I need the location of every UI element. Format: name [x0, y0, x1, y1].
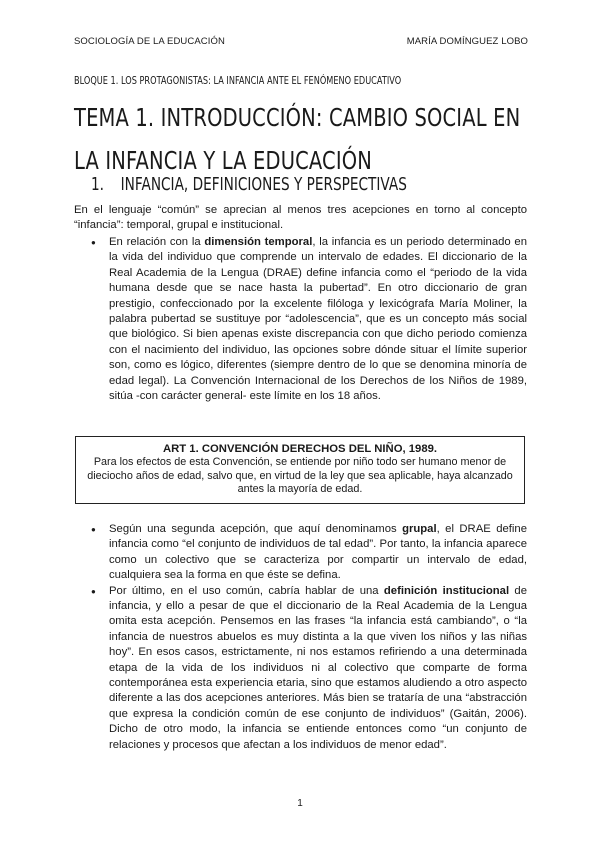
bullet-icon: ●	[91, 586, 96, 596]
list-item-temporal: ● En relación con la dimensión temporal, la infancia es un periodo determinado en la vida del individuo que comprende un intervalo de edades. El diccionario de la Real Academia de la Lengua (DRAE) define infancia como el “periodo de la vida humana desde que se nace hasta la pubertad”. En otro diccionario de gran prestigio, confeccionado por la excelente filóloga y lexicógrafa María Moliner, la palabra pubertad se sustituye por “adolescencia”, que es un concepto más social que biológico. Si bien apenas existe discrepancia con que dicho periodo comienza con el nacimiento del individuo, las opciones sobre dónde situar el límite superior son, como es lógico, diferentes (siempre dentro de lo que se denomina minoría de edad legal). La Convención Internacional de los Derechos de los Niños de 1989, sitúa -con carácter general- este límite en los 18 años.	[91, 236, 527, 403]
intro-paragraph: En el lenguaje “común” se aprecian al menos tres acepciones en torno al concepto “infancia”: temporal, grupal e institucional.	[74, 204, 527, 232]
term-grupal: grupal	[402, 523, 437, 535]
block-label: BLOQUE 1. LOS PROTAGONISTAS: LA INFANCIA ANTE EL FENÓMENO EDUCATIVO	[74, 75, 402, 87]
term-institucional: definición institucional	[383, 584, 510, 597]
page-title: TEMA 1. INTRODUCCIÓN: CAMBIO SOCIAL EN LA INFANCIA Y LA EDUCACIÓN	[74, 103, 521, 175]
header-author: MARÍA DOMÍNGUEZ LOBO	[406, 36, 528, 47]
section-heading	[91, 175, 407, 195]
list-item-institucional: ● Por último, en el uso común, cabría hablar de una definición institucional de infancia, y ello a pesar de que el diccionario de la Real Academia de la Lengua omita esta acepción. Pensemos en las frases “la infancia está cambiando”, o “la infancia de nuestros abuelos es muy distinta a la que viven los niños y las niñas hoy”. En esos casos, estrictamente, ni nos estamos refiriendo a una determinada etapa de la vida de los individuos ni al colectivo que comparte de forma contemporánea esta experiencia etaria, sino que estamos aludiendo a otro aspecto diferente a las dos acepciones anteriores. Más bien se trataría de una “abstracción que expresa la condición común de ese conjunto de individuos” (Gaitán, 2006). Dicho de otro modo, la infancia se entiende entonces como “un conjunto de relaciones y procesos que afectan a los individuos de menor edad”.	[91, 584, 527, 751]
header-course: SOCIOLOGÍA DE LA EDUCACIÓN	[74, 36, 225, 47]
bullet-list-1	[74, 235, 527, 404]
page-number: 1	[297, 798, 303, 809]
section-title: INFANCIA, DEFINICIONES Y PERSPECTIVAS	[120, 175, 407, 195]
bullet-icon: ●	[91, 525, 96, 534]
convention-box	[75, 436, 525, 504]
term-temporal: dimensión temporal	[204, 236, 313, 248]
list-item-grupal: ● Según una segunda acepción, que aquí denominamos grupal, el DRAE define infancia como “el conjunto de individuos de tal edad”. Por tanto, la infancia aparece como un colectivo que se caracteriza por compartir un intervalo de edad, cualquiera sea la forma en que éste se defina.	[91, 523, 527, 582]
convention-box-text: Para los efectos de esta Convención, se entiende por niño todo ser humano menor de dieciocho años de edad, salvo que, en virtud de la ley que sea aplicable, haya alcanzado antes la mayoría de edad.	[87, 456, 513, 496]
section-number: 1.	[91, 175, 105, 195]
bullet-list-2	[74, 522, 527, 753]
bullet-icon: ●	[91, 238, 96, 247]
convention-box-title: ART 1. CONVENCIÓN DERECHOS DEL NIÑO, 1989.	[162, 443, 438, 455]
running-header	[74, 36, 528, 47]
